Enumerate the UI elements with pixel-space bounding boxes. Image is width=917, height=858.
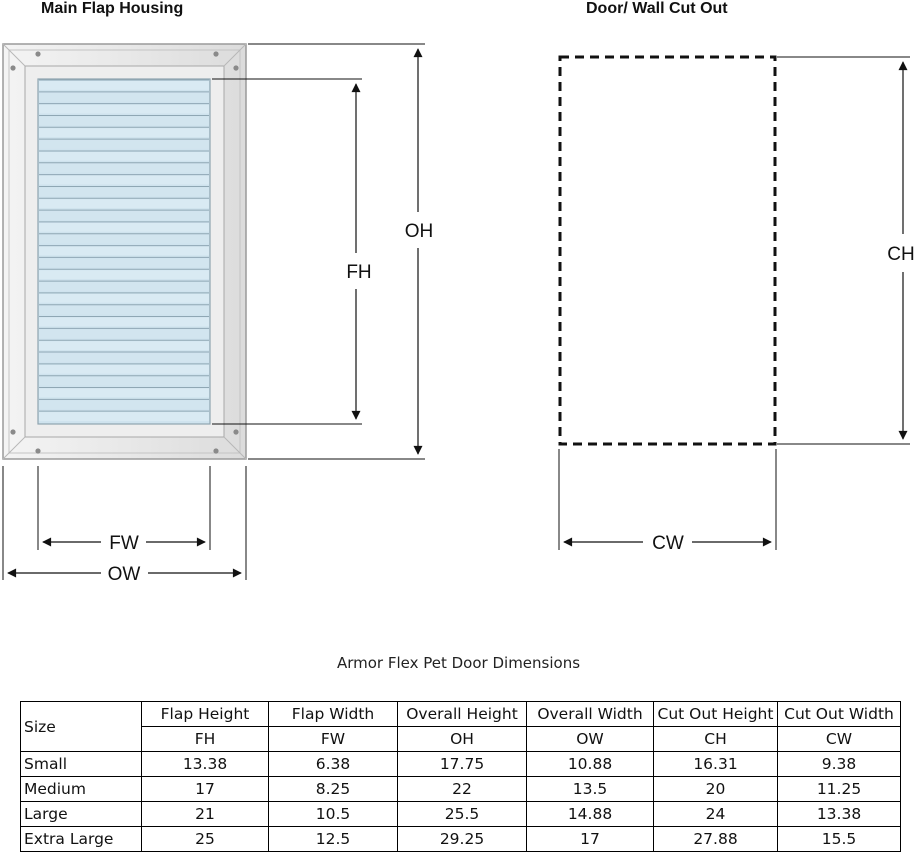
cw-dimension	[559, 449, 776, 554]
flap-slat	[39, 353, 209, 362]
flap-slat	[39, 105, 209, 114]
cut-out-outline	[560, 57, 775, 444]
value-cell: 29.25	[398, 827, 527, 852]
column-code: OH	[398, 727, 527, 752]
value-cell: 10.88	[527, 752, 654, 777]
value-cell: 17	[527, 827, 654, 852]
flap-slat	[39, 116, 209, 125]
flap-slat	[39, 389, 209, 398]
value-cell: 25	[142, 827, 269, 852]
fw-label: FW	[109, 533, 139, 554]
flap-slat	[39, 187, 209, 196]
flap-slat	[39, 211, 209, 220]
column-title: Flap Width	[269, 702, 398, 727]
flap-slat	[39, 258, 209, 267]
value-cell: 13.5	[527, 777, 654, 802]
column-code: OW	[527, 727, 654, 752]
column-title: Flap Height	[142, 702, 269, 727]
column-title: Overall Height	[398, 702, 527, 727]
value-cell: 17	[142, 777, 269, 802]
value-cell: 21	[142, 802, 269, 827]
value-cell: 12.5	[269, 827, 398, 852]
fw-dimension	[38, 466, 210, 554]
value-cell: 13.38	[142, 752, 269, 777]
flap-slat	[39, 270, 209, 279]
column-title: Cut Out Width	[778, 702, 901, 727]
table-row	[21, 827, 901, 852]
value-cell: 8.25	[269, 777, 398, 802]
flap-slat	[39, 318, 209, 327]
fh-label: FH	[346, 262, 372, 283]
value-cell: 11.25	[778, 777, 901, 802]
value-cell: 24	[654, 802, 778, 827]
flap-slat	[39, 341, 209, 350]
value-cell: 25.5	[398, 802, 527, 827]
dimensions-table	[20, 701, 901, 852]
value-cell: 6.38	[269, 752, 398, 777]
size-cell: Medium	[21, 777, 142, 802]
flap-slat	[39, 223, 209, 232]
oh-dimension	[248, 44, 433, 459]
value-cell: 10.5	[269, 802, 398, 827]
ow-label: OW	[107, 564, 141, 585]
size-header: Size	[21, 702, 142, 752]
flap-slat	[39, 81, 209, 90]
table-row	[21, 777, 901, 802]
flap-slat	[39, 140, 209, 149]
value-cell: 16.31	[654, 752, 778, 777]
size-cell: Large	[21, 802, 142, 827]
flap-slat	[39, 164, 209, 173]
flap-slat	[39, 400, 209, 409]
flap-slat	[39, 247, 209, 256]
value-cell: 9.38	[778, 752, 901, 777]
cw-label: CW	[652, 533, 684, 554]
flap-slat	[39, 128, 209, 137]
value-cell: 15.5	[778, 827, 901, 852]
cut-out-heading: Door/ Wall Cut Out	[586, 0, 728, 17]
table-code-row	[21, 727, 901, 752]
flap-slat	[39, 282, 209, 291]
value-cell: 17.75	[398, 752, 527, 777]
flap-slat	[39, 329, 209, 338]
flap-slat	[39, 199, 209, 208]
column-code: CH	[654, 727, 778, 752]
table-header-row	[21, 702, 901, 727]
value-cell: 22	[398, 777, 527, 802]
flap-slat	[39, 412, 209, 421]
column-code: FW	[269, 727, 398, 752]
value-cell: 13.38	[778, 802, 901, 827]
size-cell: Extra Large	[21, 827, 142, 852]
flap-slat	[39, 294, 209, 303]
column-code: CW	[778, 727, 901, 752]
flap-housing	[3, 44, 246, 459]
main-flap-housing-heading: Main Flap Housing	[41, 0, 184, 17]
flap-slat	[39, 176, 209, 185]
flap-slat	[39, 235, 209, 244]
flap-slats	[39, 80, 209, 421]
column-title: Overall Width	[527, 702, 654, 727]
table-caption: Armor Flex Pet Door Dimensions	[336, 654, 581, 672]
flap-slat	[39, 365, 209, 374]
ch-label: CH	[887, 244, 915, 265]
value-cell: 20	[654, 777, 778, 802]
ch-dimension	[777, 57, 915, 444]
flap-slat	[39, 93, 209, 102]
table-row	[21, 752, 901, 777]
value-cell: 14.88	[527, 802, 654, 827]
column-code: FH	[142, 727, 269, 752]
column-title: Cut Out Height	[654, 702, 778, 727]
value-cell: 27.88	[654, 827, 778, 852]
flap-slat	[39, 306, 209, 315]
flap-slat	[39, 377, 209, 386]
table-row	[21, 802, 901, 827]
oh-label: OH	[404, 221, 434, 242]
flap-slat	[39, 152, 209, 161]
size-cell: Small	[21, 752, 142, 777]
